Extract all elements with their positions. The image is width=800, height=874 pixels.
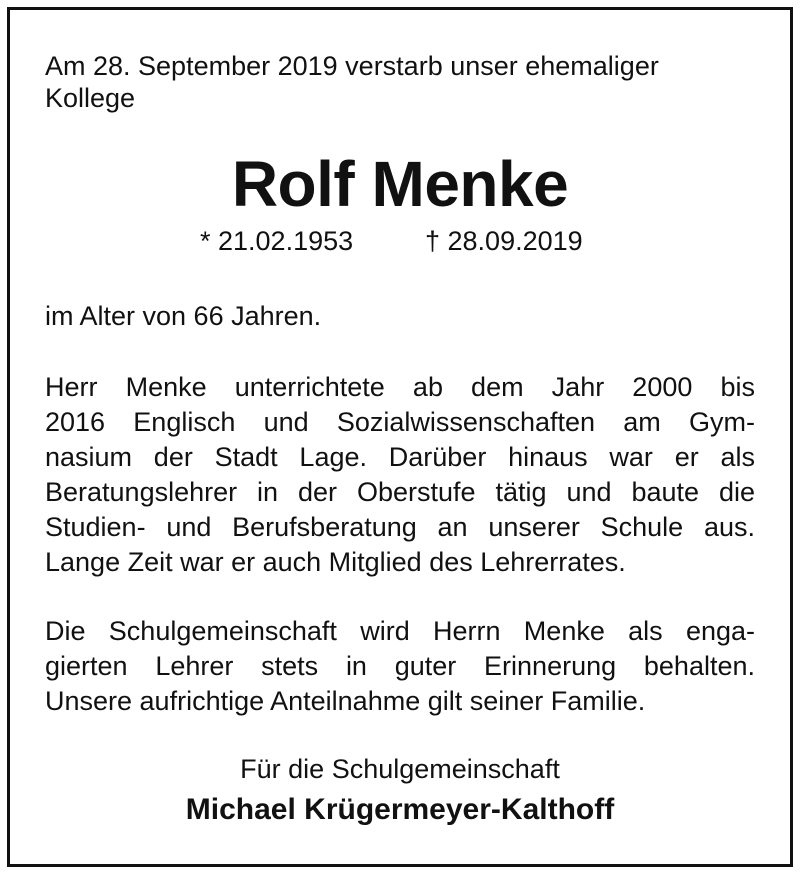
paragraph-line: Lange Zeit war er auch Mitglied des Lehrerrates. (45, 547, 626, 577)
birth-date: * 21.02.1953 (200, 226, 354, 256)
paragraph-line: Unsere aufrichtige Anteilnahme gilt seiner Familie. (45, 686, 646, 716)
paragraph-line: Die Schulgemeinschaft wird Herrn Menke als enga- (45, 616, 755, 646)
paragraph-condolence (45, 614, 755, 719)
signer-name: Michael Krügermeyer-Kalthoff (185, 793, 615, 826)
paragraph-line: gierten Lehrer stets in guter Erinnerung behalten. (45, 651, 755, 681)
intro-text (45, 50, 755, 114)
death-date: † 28.09.2019 (425, 226, 583, 256)
intro-line: Am 28. September 2019 verstarb unser ehemaliger (45, 51, 659, 81)
deceased-name: Rolf Menke (231, 148, 569, 220)
paragraph-line: 2016 Englisch und Sozialwissenschaften am Gym- (45, 407, 755, 437)
intro-line: Kollege (45, 83, 136, 113)
paragraph-line: Studien- und Berufsberatung an unserer Schule aus. (45, 512, 755, 542)
paragraph-line: Beratungslehrer in der Oberstufe tätig und baute die (45, 477, 755, 507)
signature-intro: Für die Schulgemeinschaft (240, 754, 560, 784)
paragraph-career (45, 370, 755, 580)
age-text: im Alter von 66 Jahren. (45, 301, 322, 331)
paragraph-line: Herr Menke unterrichtete ab dem Jahr 2000 bis (45, 372, 755, 402)
paragraph-line: nasium der Stadt Lage. Darüber hinaus war er als (45, 442, 755, 472)
